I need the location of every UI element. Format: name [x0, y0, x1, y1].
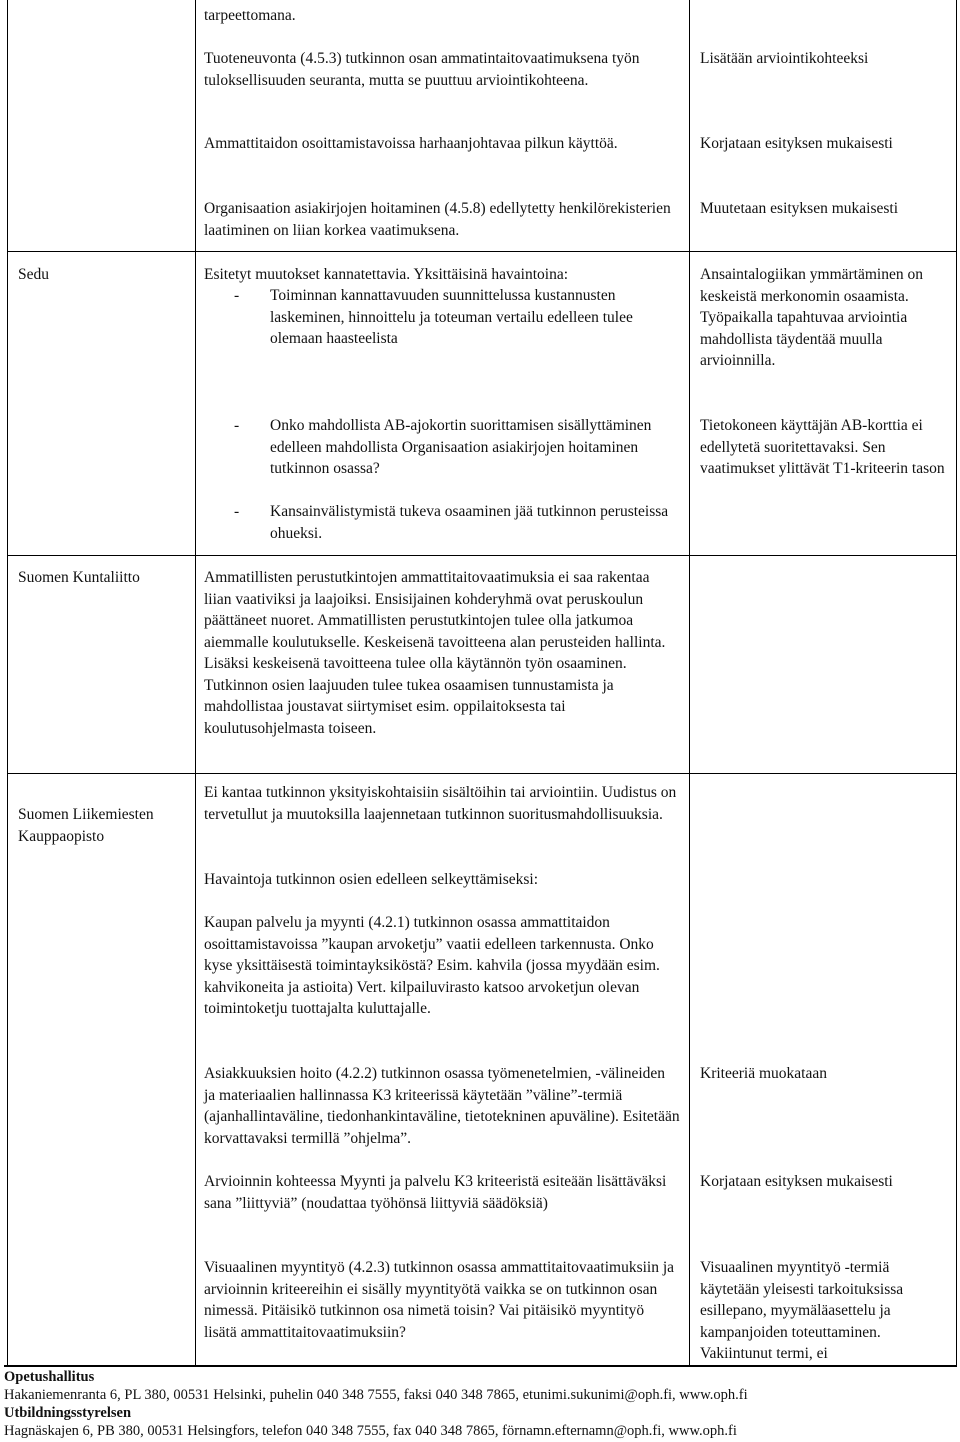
comment-paragraph: Visuaalinen myyntityö (4.2.3) tutkinnon osassa ammattitaitovaatimuksiin ja arvioinnin kriteereihin ei sisälly myyntityötä vaikka se on tutkinnon osan nimessä. Pitäisikö tutkinnon osa nimetä toisin? Vai pitäisikö myyntityö lisätä ammattitaitovaatimuksiin? [204, 1259, 675, 1341]
organization-name: Sedu [18, 266, 49, 283]
response-text: Tietokoneen käyttäjän AB-korttia ei edellytetä suoritettavaksi. Sen vaatimukset ylittävät T1-kriteerin tason [700, 417, 945, 477]
comment-paragraph: Asiakkuuksien hoito (4.2.2) tutkinnon osassa työmenetelmien, -välineiden ja materiaalien hallinnassa K3 kriteerissä käytetään ”väline”-termiä (ajanhallintaväline, tiedonhankintaväline, tietotekninen apuväline). Esitetään korvattavaksi termillä ”ohjelma”. [204, 1065, 680, 1147]
footer-address-finnish: Hakaniemenranta 6, PL 380, 00531 Helsinki, puhelin 040 348 7555, faksi 040 348 7865, etunimi.sukunimi@oph.fi, www.oph.fi [4, 1387, 748, 1403]
response-text: Lisätään arviointikohteeksi [700, 50, 869, 67]
comment-paragraph: Ei kantaa tutkinnon yksityiskohtaisiin sisältöihin tai arviointiin. Uudistus on tervetullut ja muutoksilla laajennetaan tutkinnon suoritusmahdollisuuksia. [204, 784, 677, 823]
response-text: Korjataan esityksen mukaisesti [700, 135, 893, 152]
row-divider-1 [7, 251, 957, 252]
response-text: Visuaalinen myyntityö -termiä käytetään yleisesti tarkoituksissa esillepano, myymäläasettelu ja kampanjoiden toteuttaminen. Vakiintunut termi, ei [700, 1259, 904, 1362]
bullet-dash: - [234, 287, 240, 304]
table-right-border [956, 0, 957, 1365]
row-divider-3 [7, 773, 957, 774]
comment-paragraph: Ammatillisten perustutkintojen ammattitaitovaatimuksia ei saa rakentaa liian vaativiksi ja laajoiksi. Ensisijainen kohderyhmä ovat peruskoulun päättäneet nuoret. Ammatillisten perustutkintojen tulee olla jatkumoa aiemmalle koulutukselle. Keskeisenä tavoitteena alan perusteiden hallinta. Lisäksi keskeisenä tavoitteena tulee olla käytännön työn osaaminen. Tutkinnon osien laajuuden tulee tukea osaamisen tunnustamista ja mahdollistaa joustavat siirtymiset esim. oppilaitoksesta tai koulutusohjelmasta toiseen. [204, 569, 666, 737]
table-left-border [7, 0, 8, 1365]
column-divider-2 [689, 0, 690, 1365]
organization-name: Suomen Kuntaliitto [18, 569, 140, 586]
response-text: Ansaintalogiikan ymmärtäminen on keskeistä merkonomin osaamista. Työpaikalla tapahtuvaa arviointia mahdollista täydentää muulla arvioinnilla. [700, 266, 923, 369]
bullet-text: Kansainvälistymistä tukeva osaaminen jää tutkinnon perusteissa ohueksi. [270, 503, 669, 542]
bullet-dash: - [234, 503, 240, 520]
footer-address-swedish: Hagnäskajen 6, PB 380, 00531 Helsingfors, telefon 040 348 7555, fax 040 348 7865, förnamn.efternamn@oph.fi, www.oph.fi [4, 1423, 737, 1439]
comment-paragraph: Ammattitaidon osoittamistavoissa harhaanjohtavaa pilkun käyttöä. [204, 135, 618, 152]
row-divider-2 [7, 555, 957, 556]
response-text: Kriteeriä muokataan [700, 1065, 827, 1082]
comment-intro: Esitetyt muutokset kannatettavia. Yksittäisinä havaintoina: [204, 266, 569, 283]
bullet-text: Toiminnan kannattavuuden suunnittelussa kustannusten laskeminen, hinnoittelu ja toteuman vertailu edelleen tulee olemaan haasteelista [270, 287, 633, 347]
page-footer [4, 1368, 956, 1440]
bullet-text: Onko mahdollista AB-ajokortin suorittamisen sisällyttäminen edelleen mahdollista Organisaation asiakirjojen hoitaminen tutkinnon osassa? [270, 417, 652, 477]
comment-paragraph: Tuoteneuvonta (4.5.3) tutkinnon osan ammatintaitovaatimuksena työn tuloksellisuuden seuranta, mutta se puuttuu arviointikohteena. [204, 50, 640, 89]
response-text: Muutetaan esityksen mukaisesti [700, 200, 899, 217]
footer-org-finnish: Opetushallitus [4, 1369, 95, 1385]
column-divider-1 [195, 0, 196, 1365]
comment-paragraph: Arvioinnin kohteessa Myynti ja palvelu K3 kriteeristä esiteään lisättäväksi sana ”liittyviä” (noudattaa työhönsä liittyviä säädöksiä) [204, 1173, 667, 1212]
footer-org-swedish: Utbildningsstyrelsen [4, 1405, 132, 1421]
comment-paragraph: Kaupan palvelu ja myynti (4.2.1) tutkinnon osassa ammattitaidon osoittamistavoissa ”kaupan arvoketju” vaatii edelleen tarkennusta. Onko kyse yksittäisestä toimintayksiköstä? Esim. kahvila (jossa myydään esim. kahvikoneita ja astioita) Vert. kilpailuvirasto katsoo arvoketjun olevan toimintoketju tuottajalta kuluttajalle. [204, 914, 660, 1017]
table-bottom-border [4, 1365, 957, 1367]
comment-paragraph: Havaintoja tutkinnon osien edelleen selkeyttämiseksi: [204, 871, 539, 888]
bullet-dash: - [234, 417, 240, 434]
comment-paragraph: tarpeettomana. [204, 7, 296, 24]
organization-name: Suomen Liikemiesten Kauppaopisto [18, 806, 154, 845]
comment-paragraph: Organisaation asiakirjojen hoitaminen (4.5.8) edellytetty henkilörekisterien laatiminen on liian korkea vaatimuksena. [204, 200, 671, 239]
response-text: Korjataan esityksen mukaisesti [700, 1173, 893, 1190]
